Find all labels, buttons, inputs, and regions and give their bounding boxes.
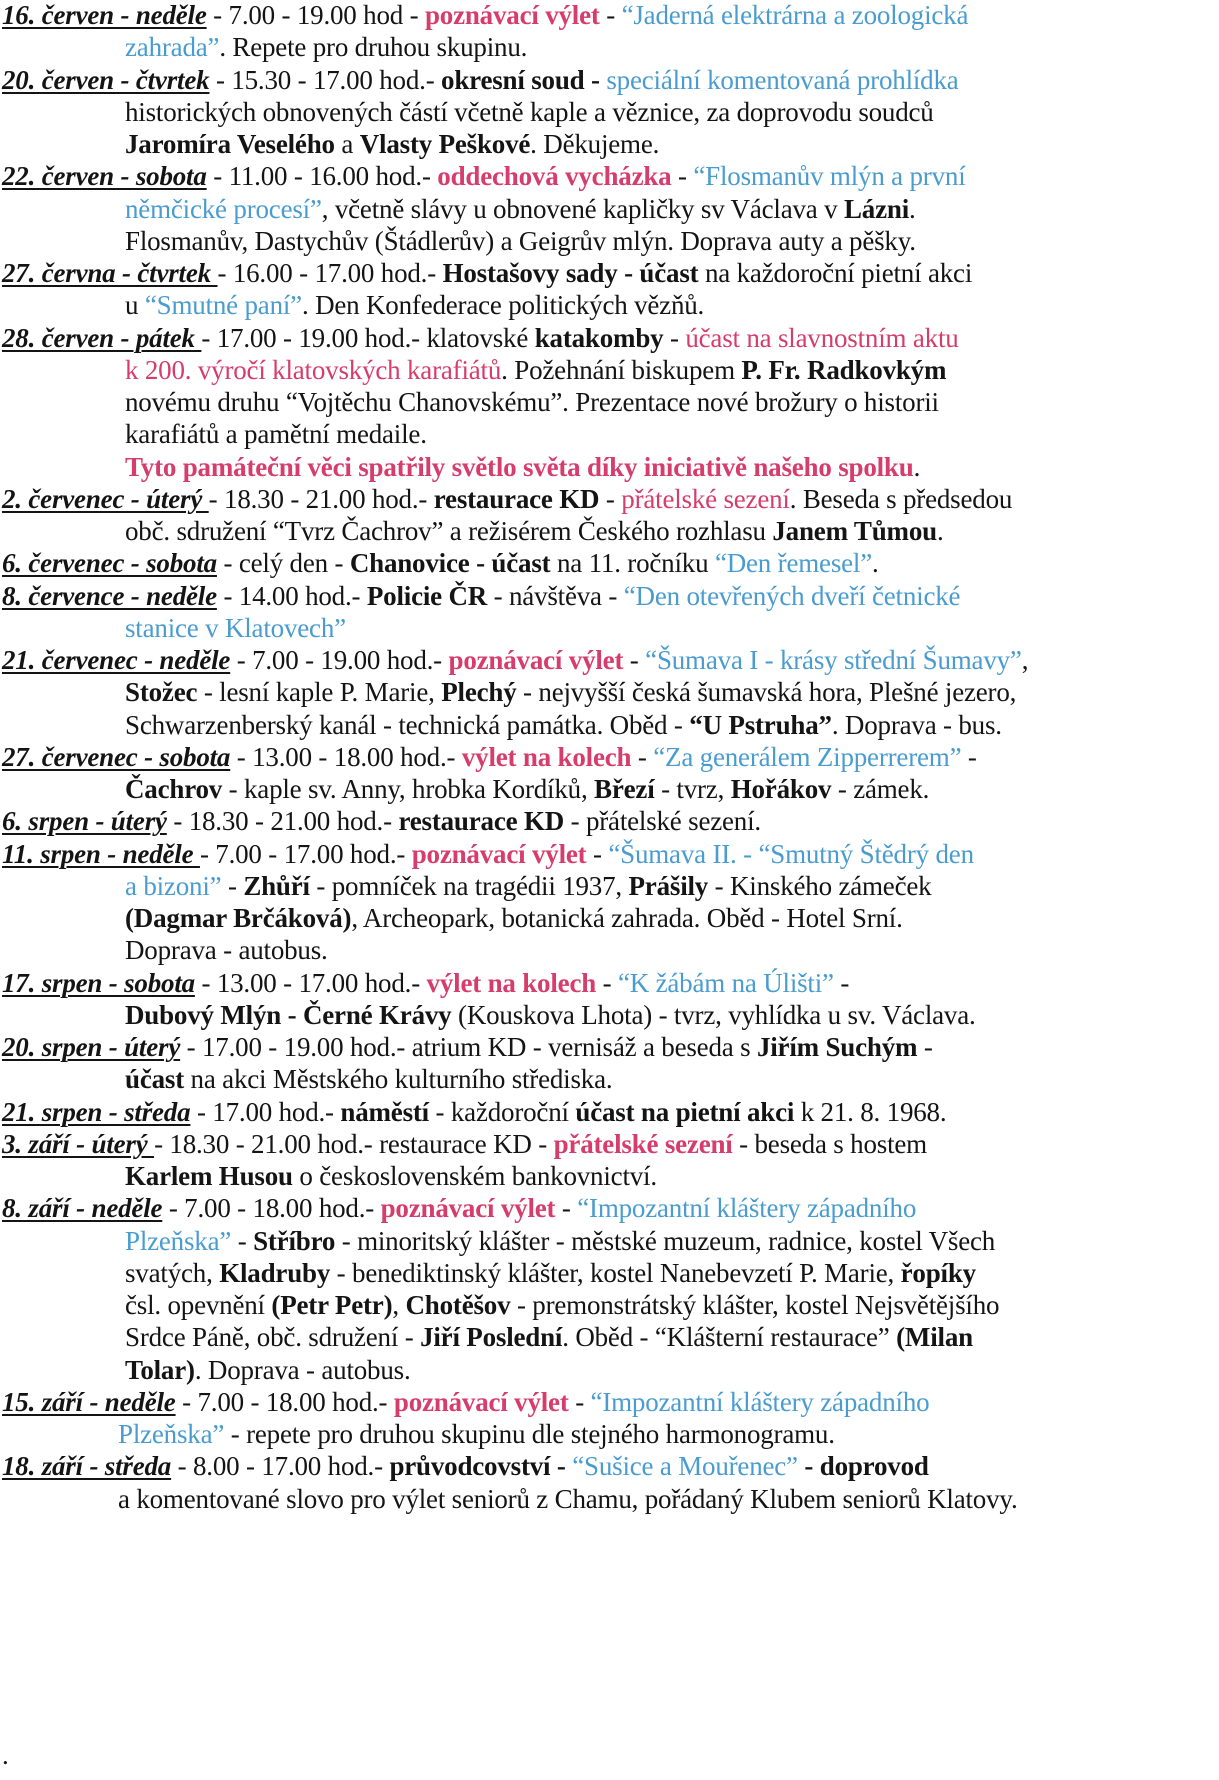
text: - 18.30 - 21.00 hod.-: [166, 806, 399, 837]
event-detail-line: [118, 1483, 1018, 1515]
event-heading-line: [2, 1192, 916, 1224]
trailing-dot: .: [2, 1740, 9, 1770]
highlight-bold: výlet na kolech: [426, 967, 597, 998]
event-heading-line: [2, 483, 1012, 515]
quoted-title: “Den řemesel”: [714, 548, 872, 579]
event-detail-line: [125, 354, 946, 386]
event-date: 16. červen - neděle: [2, 0, 207, 30]
text: - 7.00 - 18.00 hod.-: [175, 1386, 394, 1417]
event-date: 17. srpen - sobota: [2, 967, 195, 998]
text: .: [909, 193, 916, 224]
bold-text: Jiří Poslední: [420, 1322, 563, 1353]
bold-text: náměstí: [340, 1096, 429, 1127]
text: - celý den -: [216, 548, 350, 579]
text: . Doprava - bus.: [831, 709, 1002, 740]
bold-text: Plechý: [441, 677, 517, 708]
highlight-bold: oddechová vycházka: [437, 161, 672, 192]
text: na akci Městského kulturního střediska.: [184, 1064, 613, 1095]
text: - 17.00 - 19.00 hod.- klatovské: [201, 322, 535, 353]
bold-text: Březí: [594, 774, 655, 804]
bold-text: účast na pietní akci: [575, 1096, 795, 1127]
text: -: [568, 1386, 591, 1417]
text: - tvrz,: [654, 774, 731, 804]
bold-text: (Dagmar Brčáková): [125, 903, 352, 933]
bold-text: katakomby: [534, 322, 664, 353]
event-detail-line: [125, 709, 1002, 741]
event-heading-line: [2, 160, 966, 192]
text: - 18.30 - 21.00 hod.-: [208, 483, 434, 514]
text: . Doprava - autobus.: [194, 1354, 411, 1385]
event-heading-line: [2, 1450, 929, 1482]
event-detail-line: [125, 289, 704, 321]
text: - 13.00 - 17.00 hod.-: [194, 967, 427, 998]
event-date: 15. září - neděle: [2, 1386, 176, 1417]
text: ,: [1021, 645, 1029, 675]
text: obč. sdružení “Tvrz Čachrov” a režisérem Českého rozhlasu: [125, 516, 773, 546]
bold-text: (Milan: [896, 1322, 973, 1353]
event-date: 2. červenec - úterý: [2, 483, 209, 514]
text: , Archeopark, botanická zahrada. Oběd - Hotel Srní.: [351, 903, 903, 933]
event-detail-line: [125, 612, 346, 644]
event-detail-line: [118, 1418, 835, 1450]
event-heading-line: [2, 967, 849, 999]
bold-text: Karlem Husou: [125, 1161, 293, 1191]
text: . Oběd - “Klášterní restaurace”: [562, 1322, 897, 1353]
event-date: 27. června - čtvrtek: [2, 258, 218, 288]
highlight-bold: poznávací výlet: [393, 1386, 569, 1417]
quoted-title: “Jaderná elektrárna a zoologická: [621, 0, 969, 30]
text: - premonstrátský klášter, kostel Nejsvětějšího: [510, 1290, 1000, 1320]
event-detail-line: [125, 1160, 657, 1192]
event-heading-line: [2, 257, 972, 289]
event-detail-line: [125, 1257, 976, 1289]
text: k 21. 8. 1968.: [794, 1096, 947, 1127]
event-date: 21. červenec - neděle: [2, 645, 231, 675]
text: -: [917, 1032, 933, 1062]
quoted-title: stanice v Klatovech”: [125, 612, 346, 643]
highlight-text: účast na slavnostním aktu: [685, 322, 959, 353]
highlight-bold: poznávací výlet: [448, 645, 624, 675]
quoted-title: “Impozantní kláštery západního: [577, 1193, 917, 1224]
bold-text: (Petr Petr): [271, 1290, 393, 1320]
event-detail-line: [125, 386, 939, 418]
text: - 18.30 - 21.00 hod.- restaurace KD -: [154, 1128, 554, 1159]
highlight-bold: poznávací výlet: [380, 1193, 556, 1224]
bold-text: Chanovice - účast: [349, 548, 551, 579]
bold-text: Stříbro: [253, 1225, 336, 1256]
text: - zámek.: [831, 774, 930, 804]
text: a komentované slovo pro výlet seniorů z Chamu, pořádaný Klubem seniorů Klatovy.: [118, 1483, 1018, 1514]
quoted-title: “Flosmanův mlýn a první: [693, 161, 966, 192]
text: -: [599, 483, 622, 514]
highlight-bold: poznávací výlet: [424, 0, 600, 30]
text: na 11. ročníku: [550, 548, 715, 579]
text: - nejvyšší česká šumavská hora, Plešné jezero,: [516, 677, 1017, 708]
event-detail-line: [125, 418, 427, 450]
bold-text: “U Pstruha”: [689, 709, 832, 740]
quoted-title: “Šumava II. - “Smutný Štědrý den: [608, 838, 974, 869]
event-heading-line: [2, 741, 977, 773]
event-heading-line: [2, 547, 879, 579]
quoted-title: zahrada”: [125, 32, 220, 63]
text: -: [231, 1225, 254, 1256]
text: . Repete pro druhou skupinu.: [219, 32, 528, 63]
text: -: [631, 741, 654, 772]
bold-text: Stožec: [125, 677, 198, 708]
event-detail-line: [125, 902, 903, 934]
text: , včetně slávy u obnovené kapličky sv Václava v: [321, 193, 844, 224]
event-detail-line: [125, 1225, 995, 1257]
event-detail-line: [125, 225, 916, 257]
text: Flosmanův, Dastychův (Štádlerův) a Geigrův mlýn. Doprava auty a pěšky.: [125, 225, 916, 256]
text: historických obnovených částí včetně kaple a věznice, za doprovodu soudců: [125, 96, 934, 127]
text: -: [599, 0, 622, 30]
bold-text: Lázni: [844, 193, 910, 224]
event-date: 6. červenec - sobota: [2, 548, 217, 579]
text: - 7.00 - 19.00 hod -: [206, 0, 425, 30]
quoted-title: “Za generálem Zipperrerem”: [653, 741, 962, 772]
event-detail-line: [125, 1354, 411, 1386]
bold-text: Čachrov: [125, 774, 223, 804]
event-detail-line: [125, 934, 328, 966]
text: - 7.00 - 18.00 hod.-: [162, 1193, 381, 1224]
text: .: [936, 516, 944, 546]
quoted-title: Plzeňska”: [125, 1225, 232, 1256]
bold-text: Jaromíra Veselého: [125, 129, 335, 159]
text: . Beseda s předsedou: [789, 483, 1013, 514]
quoted-title: “Den otevřených dveří četnické: [623, 580, 961, 611]
text: Doprava - autobus.: [125, 935, 328, 966]
bold-text: restaurace KD: [433, 483, 600, 514]
text: - 17.00 - 19.00 hod.- atrium KD - vernisáž a beseda s: [180, 1032, 757, 1062]
event-heading-line: [2, 322, 959, 354]
event-date: 20. červen - čtvrtek: [2, 64, 210, 95]
event-heading-line: [2, 1128, 927, 1160]
text: -: [833, 967, 850, 998]
event-detail-line: [125, 31, 527, 63]
quoted-title: “Sušice a Mouřenec”: [572, 1451, 798, 1482]
text: u: [125, 290, 145, 321]
event-detail-line: [125, 773, 929, 805]
text: - 13.00 - 18.00 hod.-: [230, 741, 462, 772]
highlight-bold: přátelské sezení: [553, 1128, 733, 1159]
bold-text: restaurace KD: [398, 806, 565, 837]
event-detail-line: [125, 193, 916, 225]
text: - přátelské sezení.: [564, 806, 761, 837]
event-date: 20. srpen - úterý: [2, 1032, 181, 1062]
text: karafiátů a pamětní medaile.: [125, 419, 427, 450]
text: a: [334, 129, 360, 159]
quoted-title: Plzeňska”: [118, 1419, 225, 1449]
text: . Požehnání biskupem: [501, 354, 742, 385]
text: . Den Konfederace politických vězňů.: [301, 290, 705, 321]
text: - 11.00 - 16.00 hod.-: [206, 161, 438, 192]
text: .: [913, 451, 921, 482]
text: ,: [392, 1290, 406, 1320]
text: čsl. opevnění: [125, 1290, 272, 1320]
event-heading-line: [2, 0, 968, 31]
event-date: 28. červen - pátek: [2, 322, 202, 353]
event-heading-line: [2, 1386, 929, 1418]
text: - 16.00 - 17.00 hod.-: [217, 258, 443, 288]
event-detail-line: [125, 96, 934, 128]
text: - 8.00 - 17.00 hod.-: [171, 1451, 390, 1482]
event-detail-line: [125, 1321, 973, 1353]
highlight-bold: Tyto památeční věci spatřily světlo světa díky iniciativě našeho spolku: [125, 451, 914, 482]
quoted-title: “K žábám na Úlišti”: [617, 967, 834, 998]
text: - 15.30 - 17.00 hod.-: [209, 64, 442, 95]
quoted-title: němčické procesí”: [125, 193, 322, 224]
quoted-title: a bizoni”: [125, 870, 222, 901]
bold-text: - doprovod: [797, 1451, 929, 1482]
text: .: [872, 548, 879, 579]
text: - beseda s hostem: [732, 1128, 927, 1159]
quoted-title: “Smutné paní”: [144, 290, 302, 321]
bold-text: Hořákov: [730, 774, 832, 804]
bold-text: Chotěšov: [405, 1290, 511, 1320]
event-date: 27. červenec - sobota: [2, 741, 231, 772]
text: - návštěva -: [487, 580, 624, 611]
text: - 17.00 hod.-: [190, 1096, 341, 1127]
text: Schwarzenberský kanál - technická památka. Oběd -: [125, 709, 690, 740]
text: - kaple sv. Anny, hrobka Kordíků,: [222, 774, 595, 804]
text: - benediktinský klášter, kostel Nanebevzetí P. Marie,: [330, 1257, 901, 1288]
bold-text: Jiřím Suchým: [756, 1032, 918, 1062]
bold-text: průvodcovství -: [389, 1451, 573, 1482]
event-detail-line: [125, 451, 920, 483]
text: Srdce Páně, obč. sdružení -: [125, 1322, 421, 1353]
text: -: [586, 838, 609, 869]
text: - pomníček na tragédii 1937,: [309, 870, 629, 901]
text: - 7.00 - 19.00 hod.-: [230, 645, 449, 675]
bold-text: Zhůří: [243, 870, 310, 901]
event-detail-line: [125, 999, 976, 1031]
event-date: 8. července - neděle: [2, 580, 217, 611]
bold-text: Vlasty Peškové: [359, 129, 531, 159]
text: o československém bankovnictví.: [292, 1161, 657, 1191]
text: - 7.00 - 17.00 hod.-: [199, 838, 412, 869]
text: - Kinského zámeček: [708, 870, 932, 901]
event-date: 18. září - středa: [2, 1451, 172, 1482]
text: . Děkujeme.: [530, 129, 660, 159]
bold-text: řopíky: [900, 1257, 976, 1288]
event-detail-line: [125, 128, 659, 160]
highlight-bold: výlet na kolech: [461, 741, 632, 772]
event-heading-line: [2, 644, 1028, 676]
text: -: [555, 1193, 578, 1224]
event-date: 8. září - neděle: [2, 1193, 163, 1224]
bold-text: Dubový Mlýn - Černé Krávy: [125, 999, 452, 1030]
event-date: 21. srpen - středa: [2, 1096, 191, 1127]
bold-text: okresní soud -: [441, 64, 607, 95]
event-date: 6. srpen - úterý: [2, 806, 167, 837]
highlight-bold: poznávací výlet: [411, 838, 587, 869]
bold-text: Tolar): [125, 1354, 195, 1385]
bold-text: Prášily: [628, 870, 709, 901]
text: - repete pro druhou skupinu dle stejného harmonogramu.: [224, 1419, 835, 1449]
bold-text: Policie ČR: [366, 580, 488, 611]
event-date: 3. září - úterý: [2, 1128, 155, 1159]
event-date: 22. červen - sobota: [2, 161, 207, 192]
bold-text: Janem Tůmou: [772, 516, 937, 546]
text: -: [961, 741, 977, 772]
text: - 14.00 hod.-: [216, 580, 367, 611]
quoted-title: “Šumava I - krásy střední Šumavy”: [645, 645, 1022, 675]
text: - minoritský klášter - městské muzeum, radnice, kostel Všech: [335, 1225, 996, 1256]
quoted-title: “Impozantní kláštery západního: [590, 1386, 930, 1417]
bold-text: Kladruby: [219, 1257, 331, 1288]
bold-text: Hostašovy sady - účast: [442, 258, 699, 288]
event-heading-line: [2, 64, 959, 96]
event-detail-line: [125, 1063, 612, 1095]
event-detail-line: [125, 1289, 999, 1321]
highlight-text: přátelské sezení: [621, 483, 790, 514]
event-heading-line: [2, 580, 960, 612]
bold-text: P. Fr. Radkovkým: [741, 354, 947, 385]
text: - každoroční: [428, 1096, 576, 1127]
event-heading-line: [2, 1031, 933, 1063]
text: - lesní kaple P. Marie,: [197, 677, 442, 708]
text: -: [663, 322, 686, 353]
text: novému druhu “Vojtěchu Chanovskému”. Prezentace nové brožury o historii: [125, 387, 939, 417]
quoted-title: speciální komentovaná prohlídka: [606, 64, 959, 95]
text: (Kouskova Lhota) - tvrz, vyhlídka u sv. Václava.: [451, 999, 976, 1030]
text: -: [596, 967, 618, 998]
event-detail-line: [125, 870, 931, 902]
bold-text: účast: [125, 1064, 184, 1095]
text: -: [623, 645, 646, 675]
event-detail-line: [125, 515, 944, 547]
event-detail-line: [125, 676, 1016, 708]
text: -: [671, 161, 694, 192]
text: -: [221, 870, 244, 901]
text: na každoroční pietní akci: [698, 258, 973, 288]
event-date: 11. srpen - neděle: [2, 838, 200, 869]
event-heading-line: [2, 1096, 946, 1128]
text: svatých,: [125, 1257, 220, 1288]
highlight-text: k 200. výročí klatovských karafiátů: [125, 354, 502, 385]
event-heading-line: [2, 838, 974, 870]
event-heading-line: [2, 805, 761, 837]
